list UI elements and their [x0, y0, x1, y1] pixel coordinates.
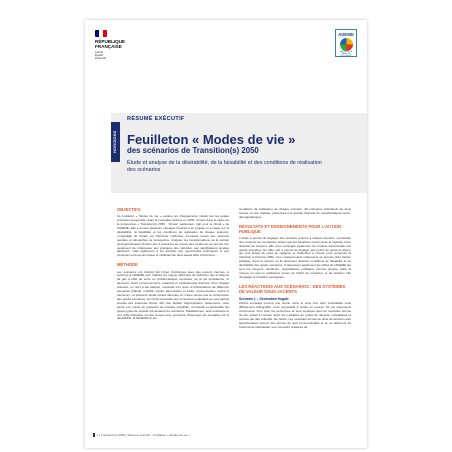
left-column [117, 208, 229, 321]
right-column [239, 208, 351, 330]
ademe-logo [335, 29, 357, 57]
republic-motto: Liberté Égalité Fraternité [95, 51, 107, 61]
scenario-1-paragraph: Parfois envisagé comme une utopie, dans le sens d'un futur souhaitable mais difficilement atteignable, voire impossible à mettre en oeuvre, S1 est néanmoins controversé. D'un côté, les personnes se sont projetées avec de nouvelles formes de lien social à inventer dans les modalités de prises de décision relocalisées et portées par des collectifs. De l'autre, ces nouvelles formes de prise de décision sont appréhendées comme des formes de repli communautaire et en se détriment de l'autonomie individuelle. Les nouvelles pratiques de [239, 301, 351, 329]
republique-francaise-label: RÉPUBLIQUE FRANÇAISE [95, 39, 126, 49]
methode-heading: MÉTHODE [117, 262, 138, 268]
horizons-tab-label: HORIZONS [111, 122, 120, 162]
results-heading: RÉSULTATS ET ENSEIGNEMENTS POUR L'ACTION PUBLIQUE [239, 223, 342, 234]
ademe-logo-title: ADEME [338, 32, 354, 37]
ademe-logo-subtitle: AGENCE DE LA TRANSITION ÉCOLOGIQUE [340, 52, 352, 57]
reactions-heading: LES RÉACTIONS AUX SCÉNARIOS : DES SYSTÈMES DE VALEUR SOUS-JACENTS [239, 283, 346, 294]
ademe-emblem-icon [340, 38, 353, 51]
page-footer: 1 | Transition(s) 2050 | Résumé exécutif – Feuilleton « Modes de vie » [97, 433, 190, 437]
scenario-1-heading: Scénario 1 – Génération frugale [239, 297, 289, 302]
results-paragraph: L'étude a permis de dégager des résultats propres à chaque scénario, permettant d'en explorer les contraintes autant que les bénéfices perçus avec la rugosité d'une diversité de citoyens. Elle nous renseigne également de manière transversale aux quatre scénarios. En effet, elle a permis de dégager des points de tensions divers, qui sont autant du point de vigilance et d'attention à investir pour construire la transition à l'horizon 2050. Ces enseignements intéressent au premier plan l'action publique, dans la mesure où ils dessinent diverses conditions de faisabilité et de désirabilité des quatre scénarios. Il intéressent également les cibles de l'ADEME qui sont les citoyens, décideurs, organisations publiques comme privées, dans la mesure où ceux-ci participent toutes de l'effort de projection et de décision afin d'engager la transition écologique. [239, 235, 351, 279]
methode-paragraph: Les scénarios ont d'abord fait l'objet d'échanges avec des experts internes et externes à l'ADEME pour traduire les enjeux nationaux de réduction des émissions de gaz à effet de serre en problématiques concrètes, de la vie quotidienne, et découvrir quels environnements matériels et institutionnels distincts. Pour chaque scénario, un récit a été élaboré, constitué d'un texte et d'illustrations de différents domaines (habitat, mobilité, travail, alimentation et santé, consommation, loisirs et tourisme). La présente étude s'étant déroulée en même temps que la construction des quatre scénarios, les récits présentés aux personnes enquêtées se sont parfois écartés des scénarios finaux, afin d'en faciliter l'appropriation. Néanmoins, cette étude a le mérite de présenter de manière simplifiée, contrastée et accessible les quatre types de société qui devaient les scénarios. Parallèlement, sept entretiens et une grille d'analyse ont été conçus pour permettre d'interroger les enquêtés sur la désirabilité, la faisabilité et les [117, 269, 229, 321]
document-subtitle: des scénarios de Transition(s) 2050 [127, 146, 259, 155]
objectifs-paragraph: Ce feuilleton « Modes de vie » explore les changements induits par les quatre scénarios prospectifs visant la neutralité carbone en 2050, conçus dans le cadre de la prospective « Transition(s) 2050 : Choisir maintenant. Agir pour le climat » de l'ADEME. Elle a amené plusieurs ménages français à se projeter et à réagir sur la désirabilité, la faisabilité et les conditions de réalisation de chaque scénario. L'originalité de l'étude est d'articuler méthodes d'enquête issues des sciences sociales et démarches de prospective. Analyser les transformations de la société qu'engendreraient chacun des 4 scénarios au prisme des modes de vie permet non seulement de s'intéresser aux pratiques des individus, aux significations qu'elles attribuent, mais également à les articuler aux opportunités techniques et aux contextes socio-économique et institutionnel dans lequel elles s'inscrivent. [117, 214, 229, 258]
marianne-logo-icon [95, 30, 107, 37]
objectifs-heading: OBJECTIFS [117, 207, 141, 212]
document-title: Feuilleton « Modes de vie » [127, 132, 296, 147]
methode-continued-paragraph: conditions de réalisation de chaque scénario. 39 entretiens individuels de deux heures ont été réalisés, présentant une grande diversité de caractéristiques socio-démographiques. [239, 207, 351, 219]
document-description: Étude et analyse de la désirabilité, de la faisabilité et des conditions de réalisation des scénarios [127, 160, 322, 173]
document-kicker: RÉSUMÉ EXÉCUTIF [127, 116, 185, 122]
document-page [85, 20, 367, 448]
page-marker [93, 433, 95, 437]
